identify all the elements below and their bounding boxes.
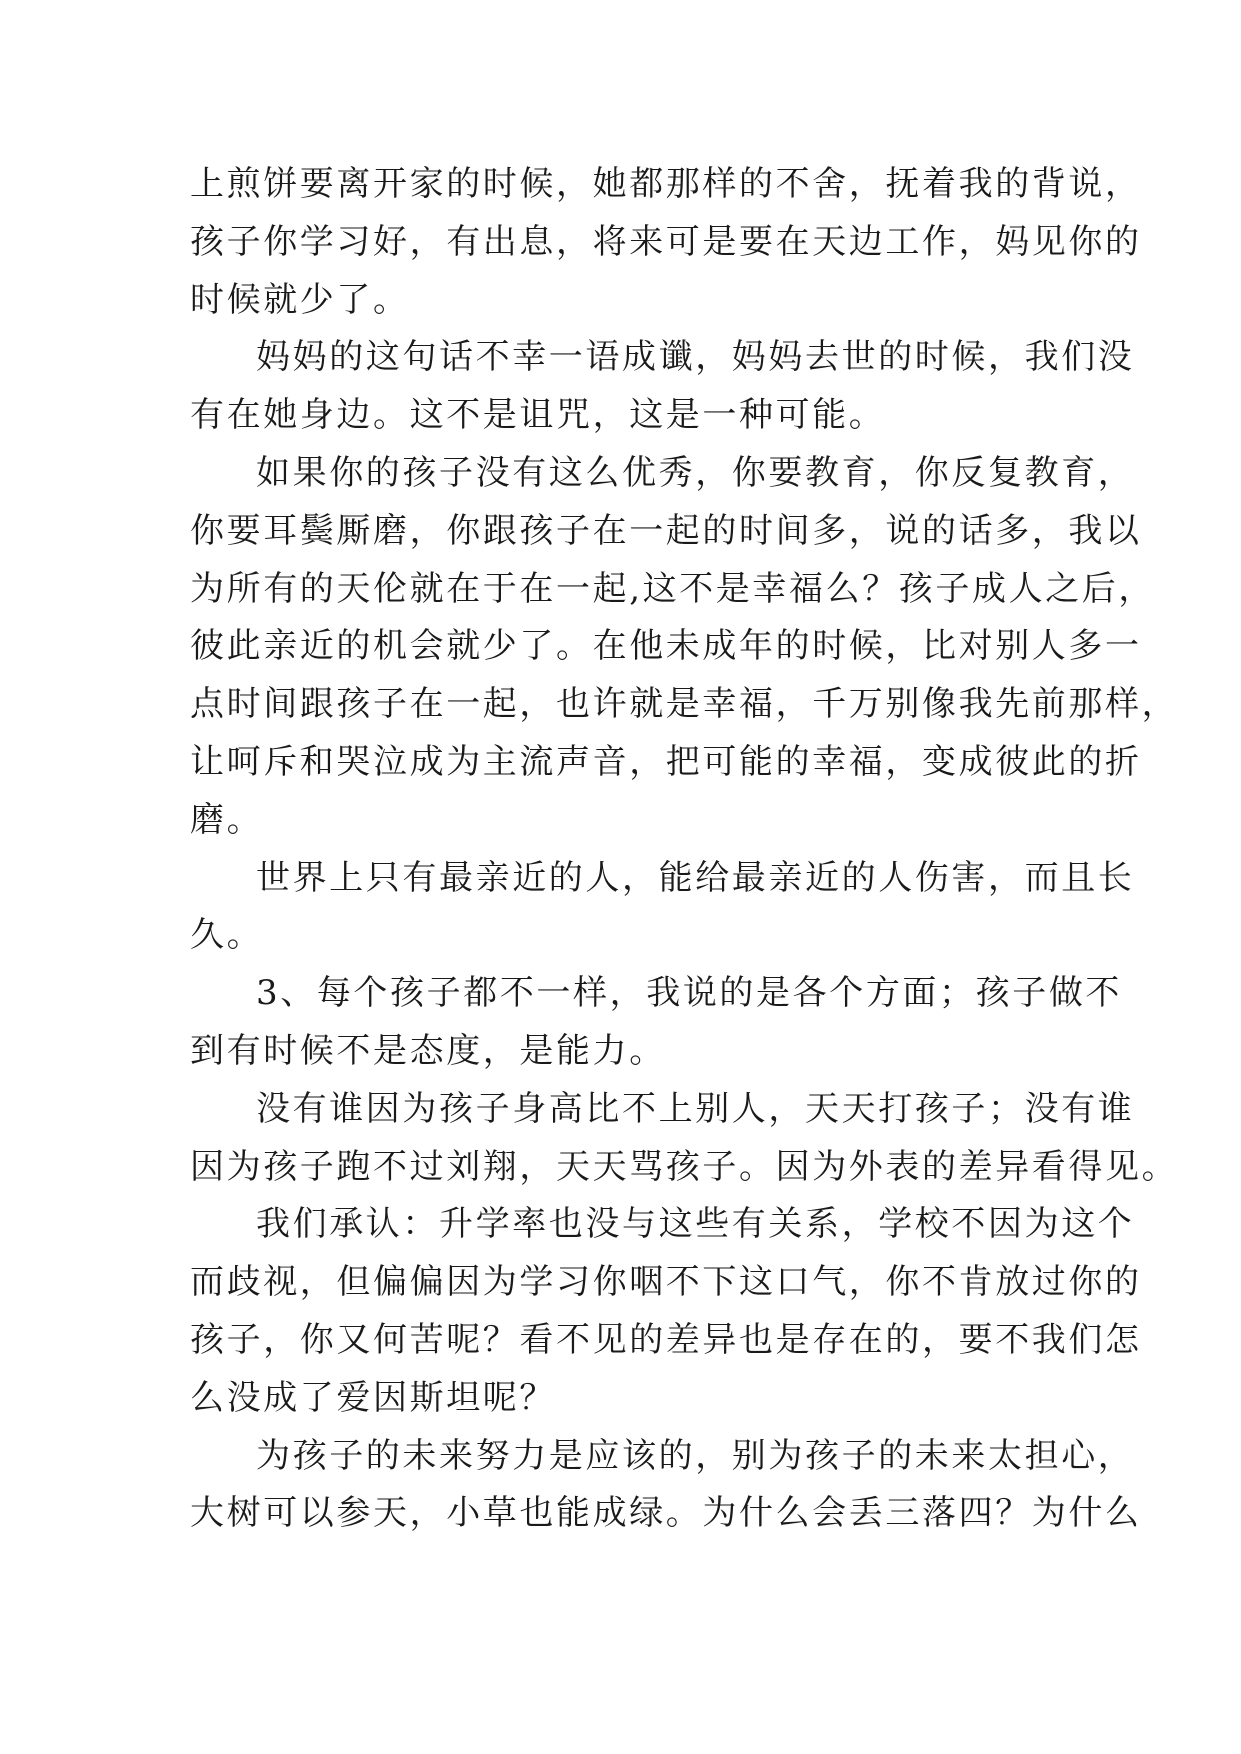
paragraph-start-line: 我们承认：升学率也没与这些有关系，学校不因为这个: [256, 1204, 1135, 1245]
text-line: 有在她身边。这不是诅咒，这是一种可能。: [190, 395, 886, 436]
paragraph-start-line: 没有谁因为孩子身高比不上别人，天天打孩子；没有谁: [256, 1088, 1135, 1129]
text-line: 孩子，你又何苦呢？看不见的差异也是存在的，要不我们怎: [190, 1319, 1142, 1360]
text-line: 到有时候不是态度，是能力。: [190, 1030, 666, 1071]
paragraph-start-line: 为孩子的未来努力是应该的，别为孩子的未来太担心，: [256, 1435, 1135, 1476]
text-line: 因为孩子跑不过刘翔，天天骂孩子。因为外表的差异看得见。: [190, 1146, 1179, 1187]
paragraph-start-line: 妈妈的这句话不幸一语成谶，妈妈去世的时候，我们没: [256, 337, 1135, 378]
paragraph-start-line: 3、每个孩子都不一样，我说的是各个方面；孩子做不: [256, 973, 1123, 1014]
text-line: 让呵斥和哭泣成为主流声音，把可能的幸福，变成彼此的折: [190, 741, 1142, 782]
text-line: 彼此亲近的机会就少了。在他未成年的时候，比对别人多一: [190, 626, 1142, 667]
text-line: 磨。: [190, 799, 264, 840]
text-line: 孩子你学习好，有出息，将来可是要在天边工作，妈见你的: [190, 221, 1142, 262]
paragraph-start-line: 世界上只有最亲近的人，能给最亲近的人伤害，而且长: [256, 857, 1135, 898]
text-line: 你要耳鬓厮磨，你跟孩子在一起的时间多，说的话多，我以: [190, 510, 1142, 551]
text-line: 而歧视，但偏偏因为学习你咽不下这口气，你不肯放过你的: [190, 1262, 1142, 1303]
text-line: 久。: [190, 915, 264, 956]
text-line: 么没成了爱因斯坦呢？: [190, 1377, 556, 1418]
body-text: [190, 156, 1179, 1543]
paragraph-start-line: 如果你的孩子没有这么优秀，你要教育，你反复教育，: [256, 452, 1135, 493]
text-line: 点时间跟孩子在一起，也许就是幸福，千万别像我先前那样，: [190, 684, 1179, 725]
text-line: 大树可以参天，小草也能成绿。为什么会丢三落四？为什么: [190, 1493, 1142, 1534]
text-line: 上煎饼要离开家的时候，她都那样的不舍，抚着我的背说，: [190, 164, 1142, 204]
text-line: 为所有的天伦就在于在一起,这不是幸福么？孩子成人之后，: [190, 568, 1156, 609]
text-line: 时候就少了。: [190, 279, 410, 320]
